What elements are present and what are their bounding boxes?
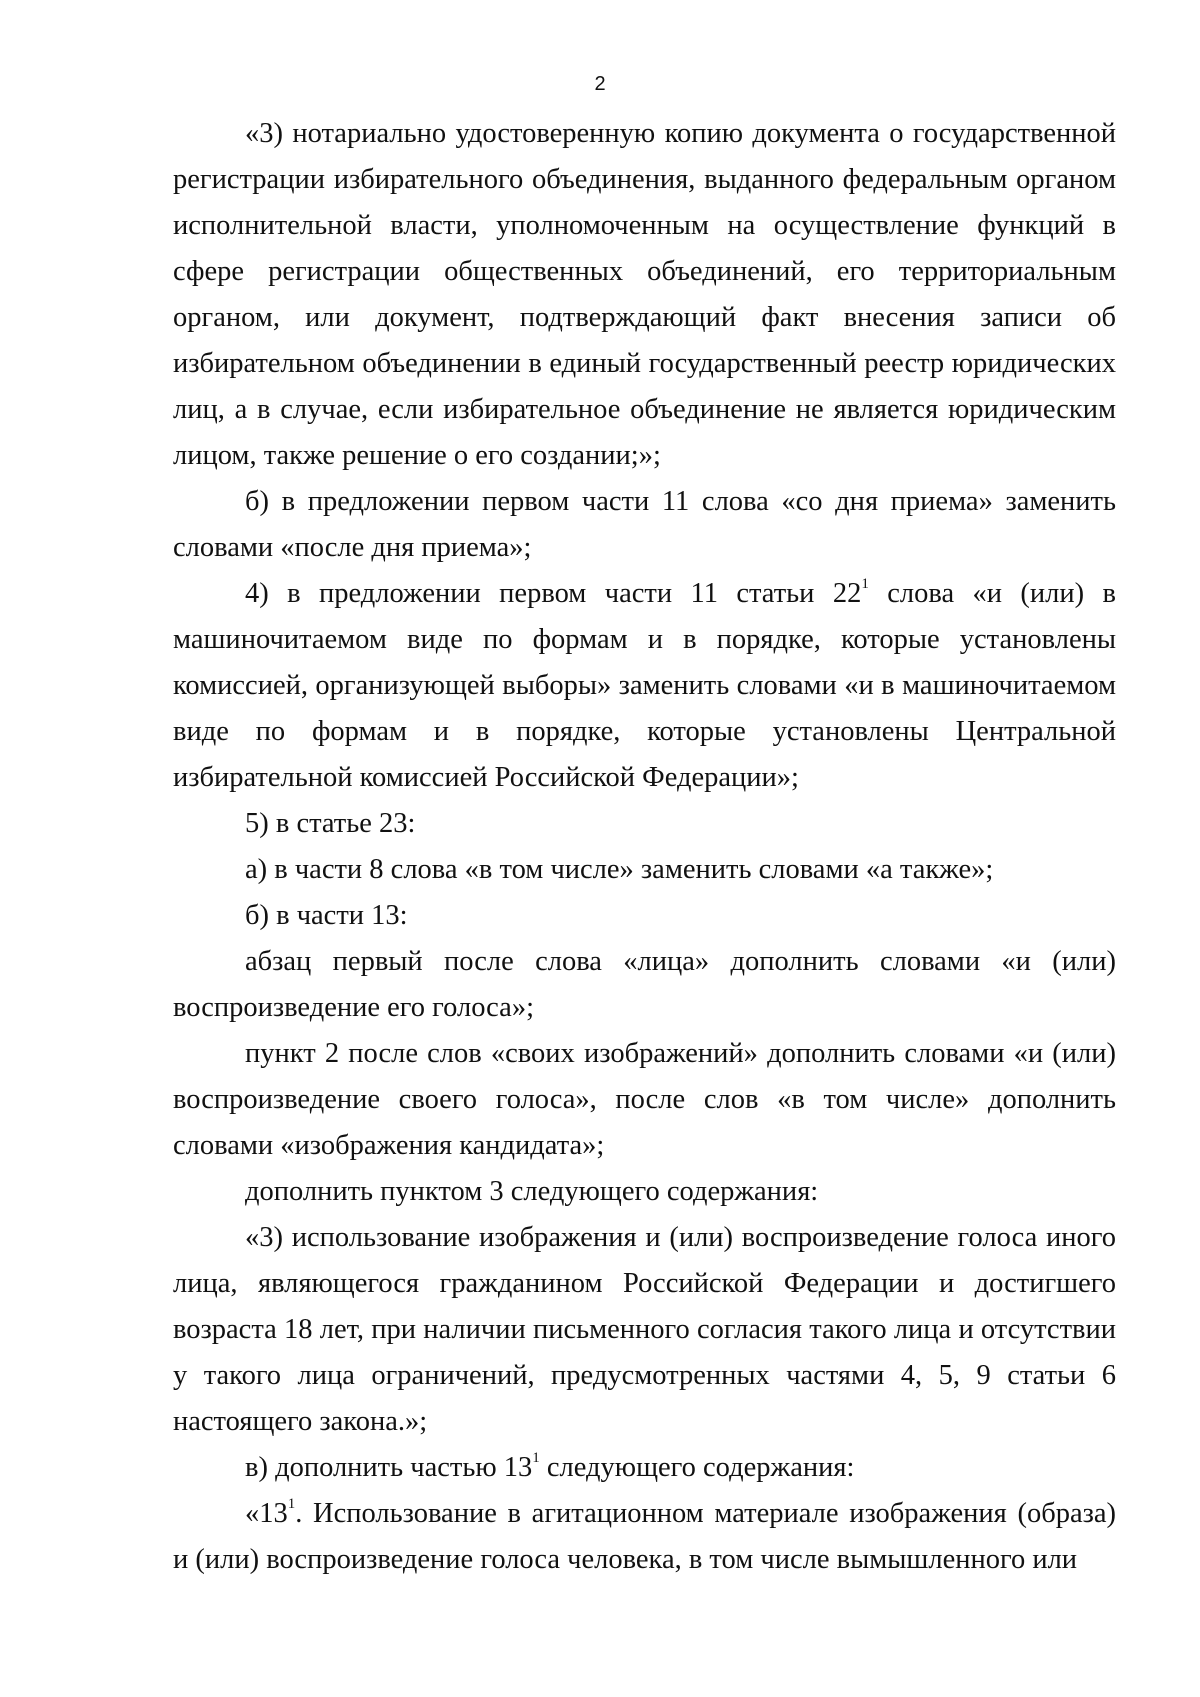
paragraph [173,893,1116,939]
paragraph [173,847,1116,893]
paragraph-text: 5) в статье 23: [245,808,416,839]
paragraph-text: а) в части 8 слова «в том числе» заменить словами «а также»; [245,854,994,885]
paragraph [173,479,1116,571]
document-body [173,111,1116,1583]
paragraph-text: дополнить пунктом 3 следующего содержания: [245,1176,819,1207]
paragraph [173,939,1116,1031]
paragraph [173,1169,1116,1215]
paragraph-text: в) дополнить частью 13 [245,1452,533,1483]
paragraph [173,801,1116,847]
paragraph-text: «3) нотариально удостоверенную копию документа о государственной регистрации избирательного объединения, выданного федеральным органом исполнительной власти, уполномоченным на осуществление функций в сфере регистрации общественных объединений, его территориальным органом, или документ, подтверждающий факт внесения записи об избирательном объединении в единый государственный реестр юридических лиц, а в случае, если избирательное объединение не является юридическим лицом, также решение о его создании;»; [173,118,1116,471]
paragraph [173,1215,1116,1445]
paragraph-text: . Использование в агитационном материале изображения (образа) и (или) воспроизведение голоса человека, в том числе вымышленного или [173,1498,1116,1575]
paragraph-text: «13 [245,1498,288,1529]
paragraph-text: б) в части 13: [245,900,408,931]
paragraph-text: следующего содержания: [539,1452,855,1483]
page-number: 2 [594,73,606,95]
paragraph-text: пункт 2 после слов «своих изображений» дополнить словами «и (или) воспроизведение своего голоса», после слов «в том числе» дополнить словами «изображения кандидата»; [173,1038,1116,1161]
paragraph [173,571,1116,801]
paragraph-text: 4) в предложении первом части 11 статьи 22 [245,578,862,609]
superscript-index: 1 [532,1450,540,1466]
paragraph [173,111,1116,479]
paragraph-text: абзац первый после слова «лица» дополнить словами «и (или) воспроизведение его голоса»; [173,946,1116,1023]
paragraph-text: «3) использование изображения и (или) воспроизведение голоса иного лица, являющегося гражданином Российской Федерации и достигшего возраста 18 лет, при наличии письменного согласия такого лица и отсутствии у такого лица ограничений, предусмотренных частями 4, 5, 9 статьи 6 настоящего закона.»; [173,1222,1116,1437]
superscript-index: 1 [287,1496,296,1512]
paragraph [173,1491,1116,1583]
paragraph [173,1445,1116,1491]
paragraph-text: б) в предложении первом части 11 слова «со дня приема» заменить словами «после дня приема»; [173,486,1116,563]
paragraph [173,1031,1116,1169]
superscript-index: 1 [861,576,869,592]
paragraph-text: слова «и (или) в машиночитаемом виде по формам и в порядке, которые установлены комиссией, организующей выборы» заменить словами «и в машиночитаемом виде по формам и в порядке, которые установлены Центральной избирательной комиссией Российской Федерации»; [173,578,1116,793]
